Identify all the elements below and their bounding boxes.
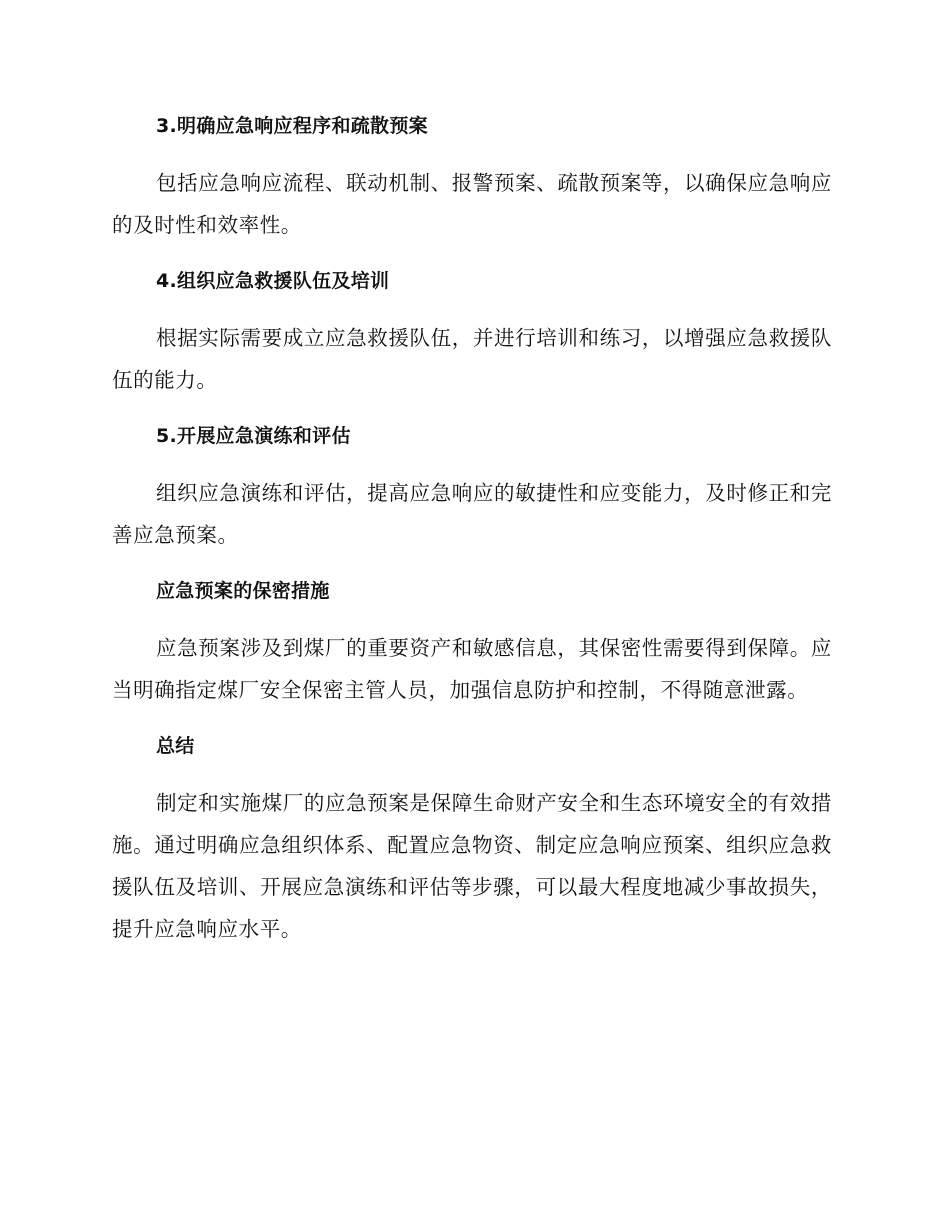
section-body-summary: 制定和实施煤厂的应急预案是保障生命财产安全和生态环境安全的有效措施。通过明确应急组织体系、配置应急物资、制定应急响应预案、组织应急救援队伍及培训、开展应急演练和评估等步骤，可以最大程度地减少事故损失，提升应急响应水平。	[112, 791, 832, 941]
section-body-emergency-response-procedure: 包括应急响应流程、联动机制、报警预案、疏散预案等，以确保应急响应的及时性和效率性。	[112, 171, 832, 237]
section-body-rescue-team-training: 根据实际需要成立应急救援队伍，并进行培训和练习，以增强应急救援队伍的能力。	[112, 326, 832, 392]
document-content	[112, 106, 832, 965]
section-heading-confidentiality-measures: 应急预案的保密措施	[156, 580, 330, 602]
section-heading-emergency-response-procedure: 3.明确应急响应程序和疏散预案	[156, 115, 428, 137]
section-body-drills-evaluation: 组织应急演练和评估，提高应急响应的敏捷性和应变能力，及时修正和完善应急预案。	[112, 481, 832, 547]
section-heading-summary: 总结	[156, 735, 195, 757]
section-heading-drills-evaluation: 5.开展应急演练和评估	[156, 425, 351, 447]
section-heading-rescue-team-training: 4.组织应急救援队伍及培训	[156, 270, 390, 292]
section-body-confidentiality-measures: 应急预案涉及到煤厂的重要资产和敏感信息，其保密性需要得到保障。应当明确指定煤厂安全保密主管人员，加强信息防护和控制，不得随意泄露。	[112, 636, 832, 702]
